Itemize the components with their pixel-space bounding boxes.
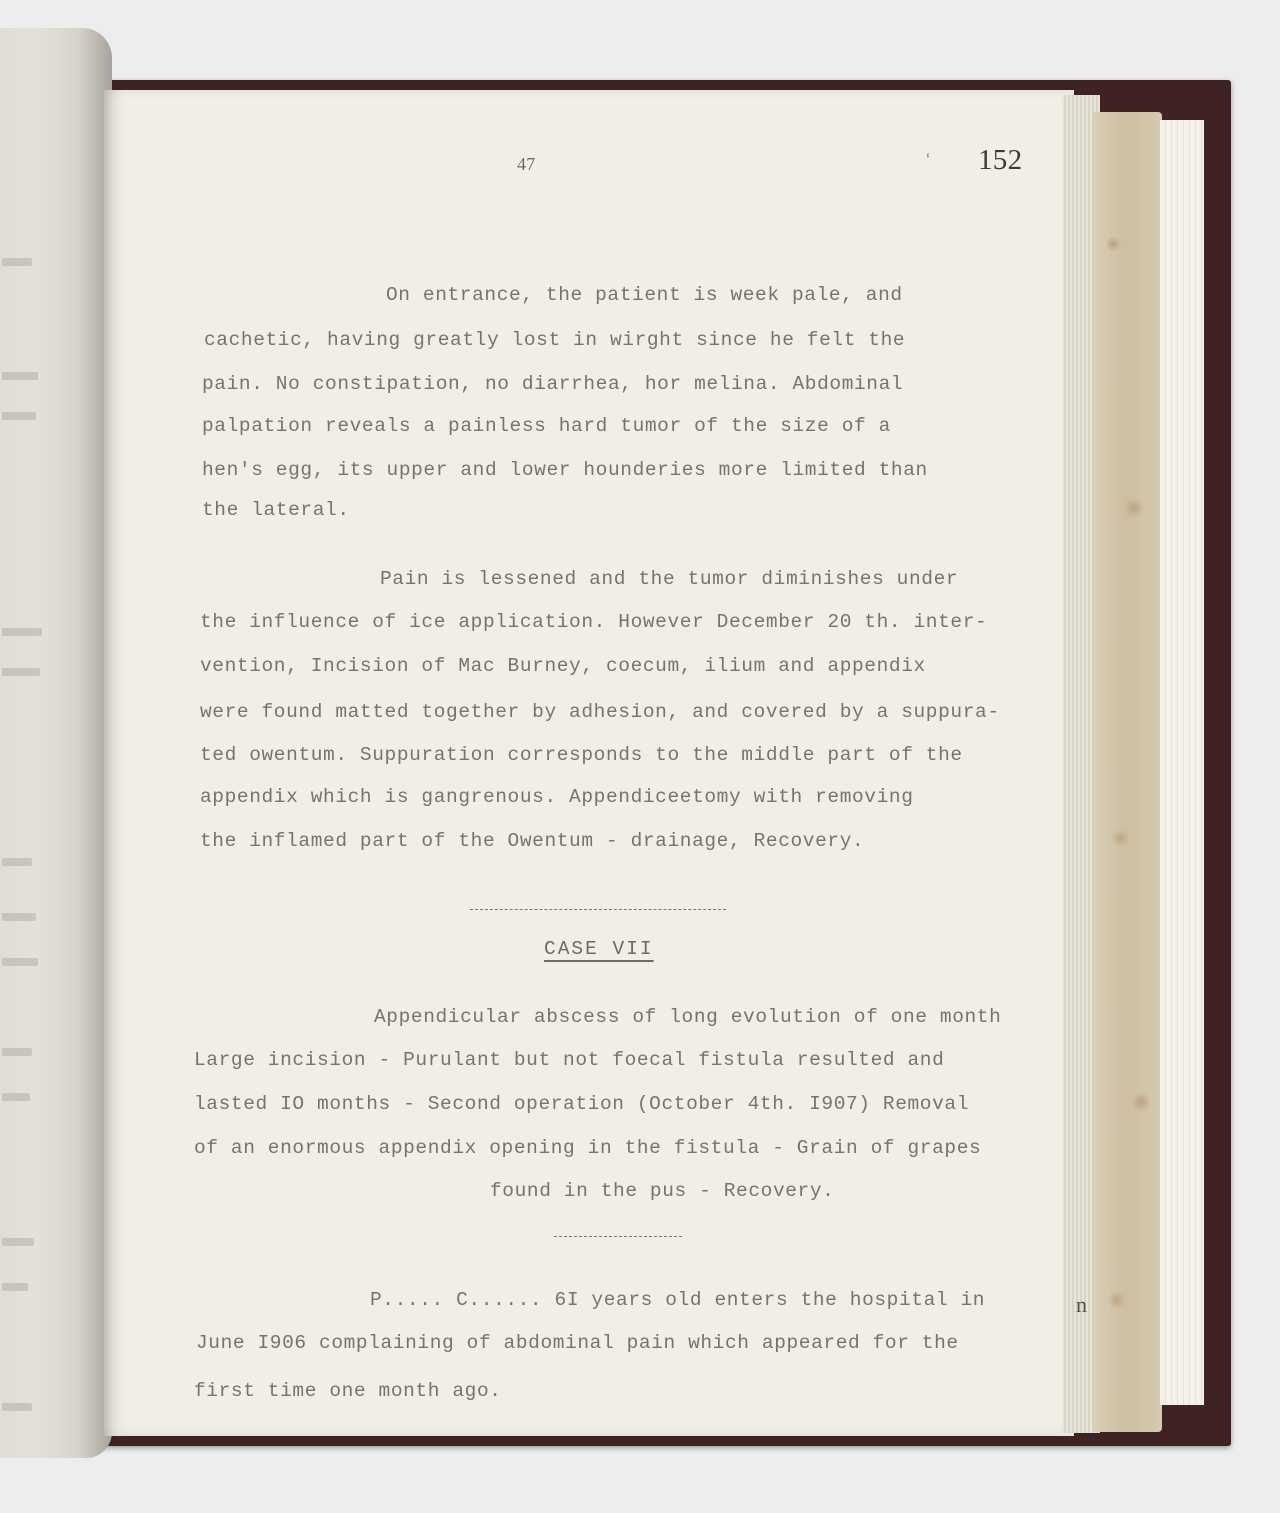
- paragraph-2-line: the inflamed part of the Owentum - drainage, Recovery.: [200, 830, 865, 852]
- page-number: 47: [517, 154, 536, 174]
- paragraph-1-line: On entrance, the patient is week pale, and: [386, 284, 903, 306]
- paragraph-1-line: palpation reveals a painless hard tumor of the size of a: [202, 415, 891, 437]
- section-divider: [554, 1236, 682, 1237]
- stained-page-edge: [1092, 112, 1162, 1432]
- section-divider: [470, 909, 726, 910]
- page-edge-letter: n: [1076, 1292, 1087, 1317]
- paragraph-3-line: Large incision - Purulant but not foecal fistula resulted and: [194, 1049, 945, 1071]
- blank-sheets-edge: [1160, 120, 1204, 1405]
- paragraph-1-line: the lateral.: [202, 499, 350, 521]
- paragraph-1-line: pain. No constipation, no diarrhea, hor melina. Abdominal: [202, 373, 904, 395]
- paragraph-3-line: of an enormous appendix opening in the fistula - Grain of grapes: [194, 1137, 982, 1159]
- paragraph-1-line: hen's egg, its upper and lower hounderies more limited than: [202, 459, 928, 481]
- paragraph-3-line: found in the pus - Recovery.: [490, 1180, 835, 1202]
- paragraph-1-line: cachetic, having greatly lost in wirght since he felt the: [204, 329, 906, 351]
- case-heading: CASE VII: [544, 938, 654, 960]
- paragraph-2-line: ted owentum. Suppuration corresponds to the middle part of the: [200, 744, 963, 766]
- paragraph-4-line: June I906 complaining of abdominal pain which appeared for the: [196, 1332, 959, 1354]
- paragraph-3-line: lasted IO months - Second operation (October 4th. I907) Removal: [194, 1093, 970, 1115]
- paragraph-4-line: P..... C...... 6I years old enters the hospital in: [370, 1289, 986, 1311]
- paragraph-2-line: appendix which is gangrenous. Appendiceetomy with removing: [200, 786, 914, 808]
- left-page: [0, 28, 112, 1458]
- paragraph-2-line: vention, Incision of Mac Burney, coecum, ilium and appendix: [200, 655, 926, 677]
- paragraph-2-line: the influence of ice application. However December 20 th. inter-: [200, 611, 988, 633]
- paragraph-2-line: Pain is lessened and the tumor diminishes under: [380, 568, 959, 590]
- folio-number: 152: [978, 144, 1023, 176]
- stamp-mark: ‘: [926, 150, 931, 170]
- paragraph-2-line: were found matted together by adhesion, and covered by a suppura-: [200, 701, 1000, 723]
- paragraph-4-line: first time one month ago.: [194, 1380, 502, 1402]
- paragraph-3-line: Appendicular abscess of long evolution of one month: [374, 1006, 1002, 1028]
- left-page-bleed-through: [0, 28, 48, 1458]
